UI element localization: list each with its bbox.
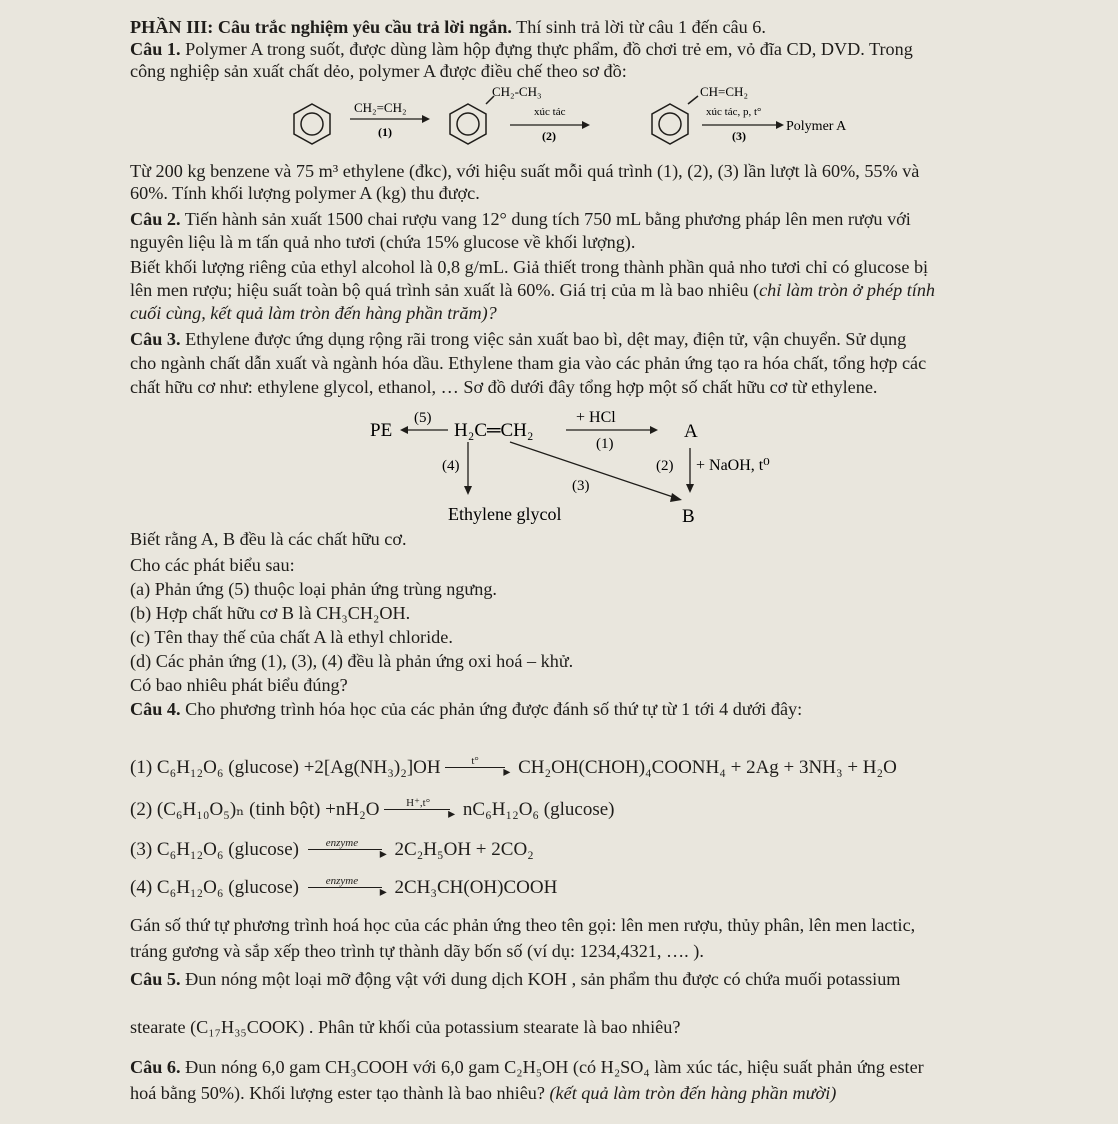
q2-line2: nguyên liệu là m tấn quả nho tươi (chứa 15% glucose về khối lượng). [130,232,636,252]
q4-eq3-condition: enzyme [325,837,359,849]
q4-eq1-condition: t° [471,755,479,767]
q3-text-1: Ethylene được ứng dụng rộng rãi trong việc sản xuất bao bì, dệt may, điện tử, vận chuyển. Sử dụng [180,329,907,349]
q3-line1 [130,328,906,350]
q6-label: Câu 6. [130,1057,181,1077]
q4-label: Câu 4. [130,699,181,719]
q4-eq3-arrow: ▸ enzyme [304,841,390,855]
q1-vinyl-group: CH=CH₂ [700,84,748,99]
q4-eq3-rhs: 2C₂H₅OH + 2CO₂ [394,839,534,860]
q3-statement-b: (b) Hợp chất hữu cơ B là CH₃CH₂OH. [130,603,411,623]
q3-step-2: (2) [656,458,674,474]
q3-pe: PE [370,420,393,441]
q1-ethyl-group: CH₂-CH₃ [492,84,542,99]
q4-line1 [130,698,802,720]
q4-eq4-arrow: ▸ enzyme [304,879,390,893]
q4-eq4-lhs: (4) C₆H₁₂O₆ (glucose) [130,877,299,898]
benzene-ring-1 [294,104,330,144]
q4-eq1-lhs: (1) C₆H₁₂O₆ (glucose) +2[Ag(NH₃)₂]OH [130,757,441,778]
q4-line2: Gán số thứ tự phương trình hoá học của các phản ứng theo tên gọi: lên men rượu, thủy phân, lên men lactic, [130,915,916,935]
q1-step-2: (2) [542,129,556,143]
q1-step-3: (3) [732,129,746,143]
q1-reaction-scheme [270,82,910,154]
q6-text-2a: hoá bằng 50%). Khối lượng ester tạo thành là bao nhiêu? [130,1083,550,1103]
q1-line2: công nghiệp sản xuất chất dẻo, polymer A được điều chế theo sơ đồ: [130,61,627,81]
q3-label: Câu 3. [130,329,181,349]
q3-question: Có bao nhiêu phát biểu đúng? [130,675,348,695]
q4-eq2-lhs: (2) (C₆H₁₀O₅)ₙ (tinh bột) +nH₂O [130,799,380,820]
q4-equation-3 [130,838,534,862]
q4-eq2-rhs: nC₆H₁₂O₆ (glucose) [462,799,615,820]
q3-intro: Cho các phát biểu sau: [130,555,295,575]
q4-eq4-condition: enzyme [325,875,359,887]
q2-text-1: Tiến hành sản xuất 1500 chai rượu vang 12° dung tích 750 mL bằng phương pháp lên men rượu với [180,209,911,229]
q1-step-1: (1) [378,125,392,139]
q1-product: Polymer A [786,119,847,134]
benzene-ring-3 [652,96,698,144]
q3-ethylene-glycol: Ethylene glycol [448,504,562,524]
q2-line4 [130,279,935,301]
q3-reagent-2: + NaOH, t⁰ [696,457,770,474]
q3-reaction-scheme [350,400,830,525]
q2-text-4a: lên men rượu; hiệu suất toàn bộ quá trình sản xuất là 60%. Giá trị của m là bao nhiêu ( [130,280,760,300]
q3-ethylene: H₂C═CH₂ [454,420,534,441]
q2-line1 [130,208,911,230]
section-instruction: Thí sinh trả lời từ câu 1 đến câu 6. [511,17,766,37]
q3-reagent-1: + HCl [576,409,616,426]
q1-label: Câu 1. [130,39,181,59]
q4-eq1-rhs: CH₂OH(CHOH)₄COONH₄ + 2Ag + 3NH₃ + H₂O [518,757,897,778]
q4-equation-1 [130,756,897,780]
q4-eq4-rhs: 2CH₃CH(OH)COOH [394,877,558,898]
q5-line1 [130,968,900,990]
q6-text-1: Đun nóng 6,0 gam CH₃COOH với 6,0 gam C₂H₅OH (có H₂SO₄ làm xúc tác, hiệu suất phản ứng ester [180,1057,924,1077]
q4-eq3-lhs: (3) C₆H₁₂O₆ (glucose) [130,839,299,860]
q4-eq2-condition: H⁺,t° [406,797,431,809]
q3-compound-a: A [684,421,698,442]
q3-step-1: (1) [596,436,614,452]
q1-line1 [130,38,913,60]
q6-line2 [130,1082,836,1104]
q6-text-2b: (kết quả làm tròn đến hàng phần mười) [549,1083,837,1103]
q3-step-5: (5) [414,410,432,426]
q5-label: Câu 5. [130,969,181,989]
q4-text-1: Cho phương trình hóa học của các phản ứng được đánh số thứ tự từ 1 tới 4 dưới đây: [180,699,803,719]
q1-line3: Từ 200 kg benzene và 75 m³ ethylene (đkc), với hiệu suất mỗi quá trình (1), (2), (3) lần lượt là 60%, 55% và [130,161,920,181]
q3-statement-a: (a) Phản ứng (5) thuộc loại phản ứng trùng ngưng. [130,579,497,599]
q1-text-1: Polymer A trong suốt, được dùng làm hộp đựng thực phẩm, đồ chơi trẻ em, vỏ đĩa CD, DVD. Trong [180,39,913,59]
q2-label: Câu 2. [130,209,181,229]
section-header [130,16,766,38]
q4-eq1-arrow: ▸ t° [445,759,513,773]
q3-line2: cho ngành chất dẫn xuất và ngành hóa dầu. Ethylene tham gia vào các phản ứng tạo ra hóa chất, tổng hợp các [130,353,927,373]
q1-reagent-1: CH₂=CH₂ [354,100,407,115]
q4-equation-2 [130,798,614,822]
q3-note: Biết rằng A, B đều là các chất hữu cơ. [130,529,407,549]
q3-statement-d: (d) Các phản ứng (1), (3), (4) đều là phản ứng oxi hoá – khử. [130,651,574,671]
q3-compound-b: B [682,506,695,525]
q5-text-1: Đun nóng một loại mỡ động vật với dung dịch KOH , sản phẩm thu được có chứa muối potassium [180,969,901,989]
q6-line1 [130,1056,924,1078]
q3-line3: chất hữu cơ như: ethylene glycol, ethanol, … Sơ đồ dưới đây tổng hợp một số chất hữu cơ từ ethylene. [130,377,878,397]
q4-eq2-arrow: ▸ H⁺,t° [384,801,458,815]
q4-equation-4 [130,876,557,900]
section-title: PHẦN III: Câu trắc nghiệm yêu cầu trả lời ngắn. [130,17,512,37]
q1-condition-3: xúc tác, p, t° [706,106,762,118]
benzene-ring-2 [450,96,494,144]
q2-line3: Biết khối lượng riêng của ethyl alcohol là 0,8 g/mL. Giả thiết trong thành phần quả nho tươi chỉ có glucose bị [130,257,929,277]
q1-condition-2: xúc tác [534,106,566,118]
q2-line5: cuối cùng, kết quả làm tròn đến hàng phần trăm)? [130,303,497,323]
q2-text-4b: chỉ làm tròn ở phép tính [759,280,936,300]
q4-line3: tráng gương và sắp xếp theo trình tự thành dãy bốn số (ví dụ: 1234,4321, …. ). [130,941,704,961]
q1-line4: 60%. Tính khối lượng polymer A (kg) thu được. [130,183,480,203]
q3-statement-c: (c) Tên thay thế của chất A là ethyl chloride. [130,627,453,647]
q3-step-3: (3) [572,478,590,494]
q3-step-4: (4) [442,458,460,474]
q5-line2: stearate (C₁₇H₃₅COOK) . Phân tử khối của potassium stearate là bao nhiêu? [130,1017,681,1037]
